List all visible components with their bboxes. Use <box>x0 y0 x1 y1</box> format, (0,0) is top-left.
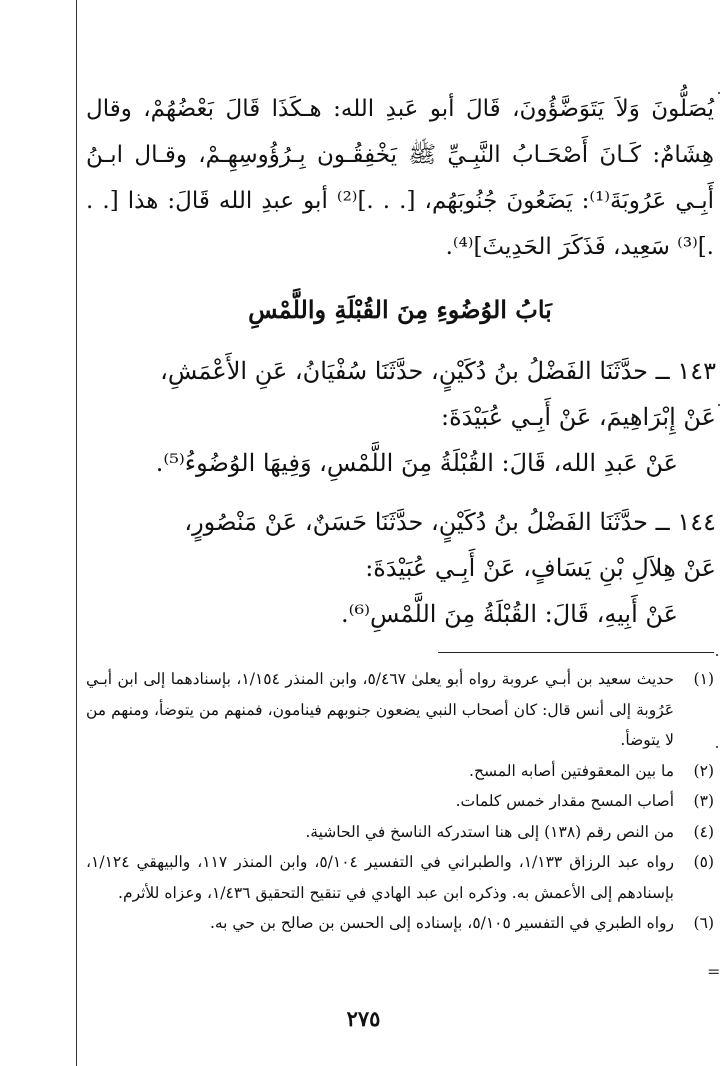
footnote <box>86 664 714 756</box>
footnote-number: (٢) <box>693 761 714 780</box>
footnote-number: (٥) <box>693 853 714 871</box>
scan-speck <box>718 404 720 406</box>
scan-speck <box>718 92 720 94</box>
hadith-143-line-2: عَنْ إِبْرَاهِيمَ، عَنْ أَبِـي عُبَيْدَةَ: <box>440 403 716 431</box>
footnote <box>86 908 714 939</box>
footnote <box>86 847 714 908</box>
footnote <box>86 817 714 848</box>
hadith-143-line-3: عَنْ عَبدِ الله، قَالَ: القُبْلَةُ مِنَ اللَّمْسِ، وَفِيهَا الوُضُوءُ⁽⁵⁾. <box>155 449 678 477</box>
scan-speck <box>716 746 718 748</box>
footnote-number: (٤) <box>693 822 714 841</box>
margin-edge-mark: = <box>707 962 721 981</box>
page-number: ٢٧٥ <box>346 1006 381 1031</box>
footnote <box>86 756 714 787</box>
hadith-144 <box>86 499 716 637</box>
hadith-143-line-1: ١٤٣ ــ حدَّثَنَا الفَضْلُ بنُ دُكَيْنٍ، حدَّثَنَا سُفْيَانُ، عَنِ الأَعْمَشِ، <box>160 357 716 385</box>
footnote-text: رواه عبد الرزاق ١/١٣٣، والطبراني في التفسير ٥/١٠٤، وابن المنذر ١١٧، والبيهقي ١/١٢٤، بإسنادهم إلى الأعمش به. وذكره ابن عبد الهادي في تنقيح التحقيق ١/٤٣٦، وعزاه للأثرم. <box>86 853 674 902</box>
footnote-number: (٣) <box>693 792 714 810</box>
chapter-heading: بَابُ الوُضُوءِ مِنَ القُبْلَةِ واللَّمْسِ <box>248 295 552 324</box>
top-paragraph <box>86 86 714 270</box>
footnote-number: (٦) <box>693 914 714 932</box>
hadith-144-line-2: عَنْ هِلاَلِ بْنِ يَسَافٍ، عَنْ أَبِـي عُبَيْدَةَ: <box>365 554 716 582</box>
footnote <box>86 786 714 817</box>
top-paragraph-text: يُصَلُّونَ وَلاَ يَتَوَضَّؤُونَ، قَالَ أبو عَبدِ الله: هـكَذَا قَالَ بَعْضُهُمْ، وقال هِشَامٌ: كَـانَ أَصْحَـابُ النَّبِـيِّ ﷺ يَخْفِقُـون بِـرُؤُوسِهِـمْ، وقـال ابـنُ أَبِـي عَرُوبَةَ⁽¹⁾: يَضَعُونَ جُنُوبَهُم، [. . .]⁽²⁾ أبو عبدِ الله قَالَ: هذا [. . .]⁽³⁾ سَعِيد، فَذَكَرَ الحَدِيثَ]⁽⁴⁾. <box>86 96 714 260</box>
footnote-number: (١) <box>693 670 714 688</box>
hadith-144-line-1: ١٤٤ ــ حدَّثَنَا الفَضْلُ بنُ دُكَيْنٍ، حدَّثَنَا حَسَنٌ، عَنْ مَنْصُورٍ، <box>184 508 716 536</box>
hadith-143 <box>86 348 716 486</box>
footnote-text: حديث سعيد بن أبـي عروبة رواه أبو يعلىٰ ٥/٤٦٧، وابن المنذر ١/١٥٤، بإسنادهما إلى ابن أبـي عَرُوبة إلى أنس قال: كان أصحاب النبي يضعون جنوبهم فينامون، فمنهم من يتوضأ، ومنهم من لا يتوضأ. <box>86 670 675 749</box>
hadith-144-line-3: عَنْ أَبِيهِ، قَالَ: القُبْلَةُ مِنَ اللَّمْسِ⁽⁶⁾. <box>341 600 678 628</box>
footnotes <box>86 664 714 939</box>
scan-speck <box>716 654 718 656</box>
footnote-text: رواه الطبري في التفسير ٥/١٠٥، بإسناده إلى الحسن بن صالح بن حي به. <box>209 914 674 932</box>
footnote-text: ما بين المعقوفتين أصابه المسح. <box>469 761 674 780</box>
binding-margin-line <box>76 0 77 1066</box>
footnote-text: من النص رقم (١٣٨) إلى هنا استدركه الناسخ في الحاشية. <box>305 822 674 841</box>
footnote-text: أصاب المسح مقدار خمس كلمات. <box>455 792 674 810</box>
footnote-separator <box>438 652 714 653</box>
